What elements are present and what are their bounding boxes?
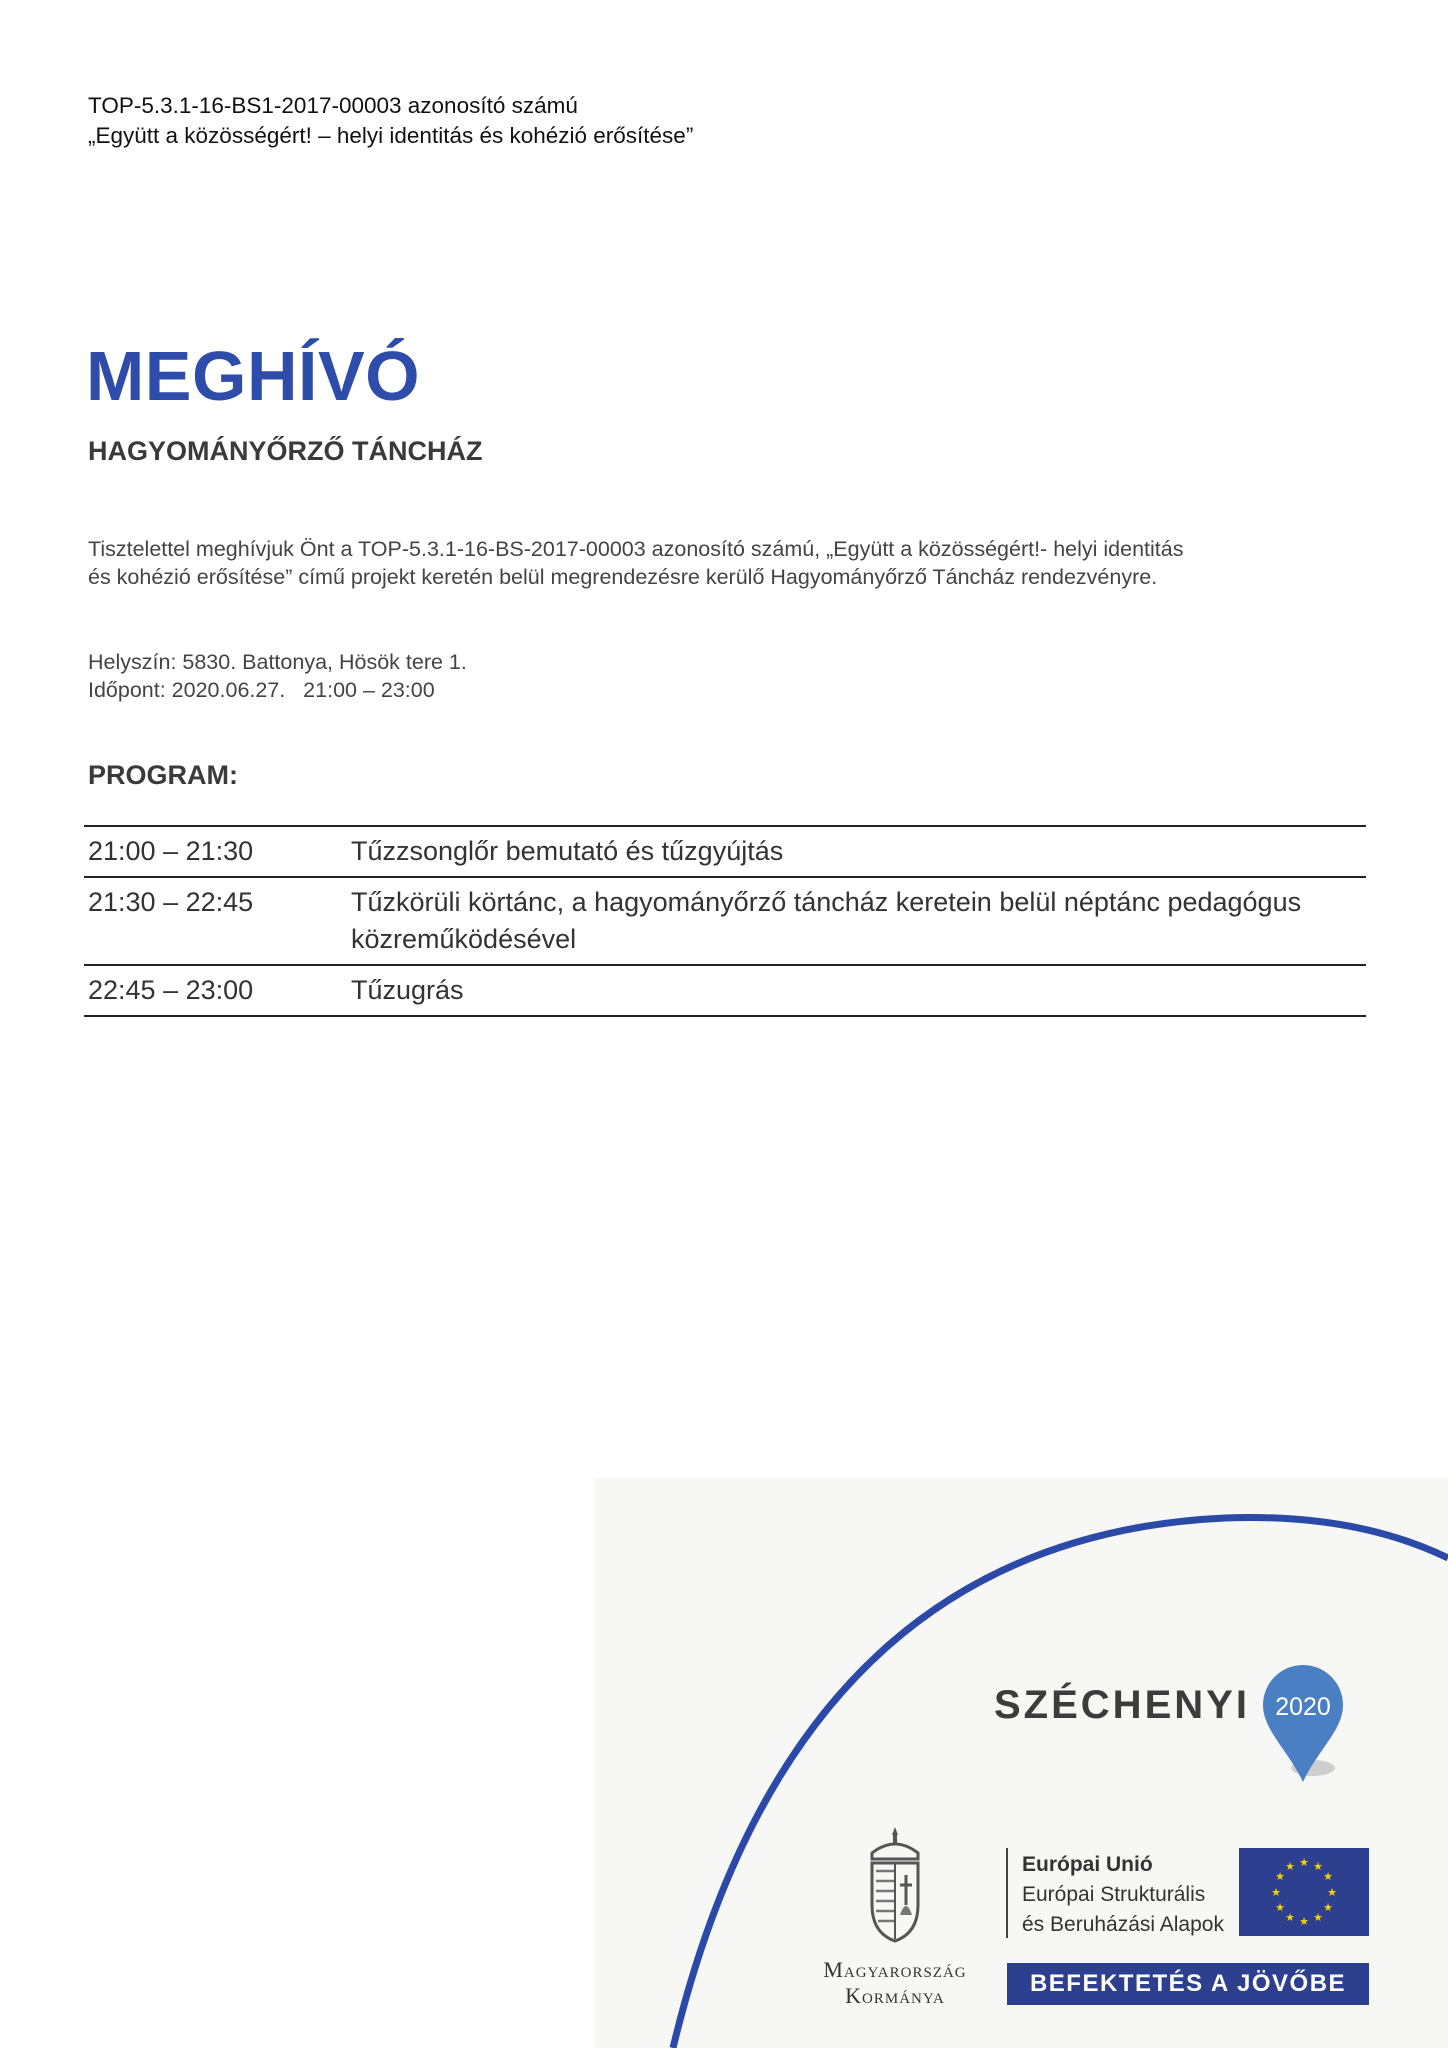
svg-text:★: ★ — [1299, 1915, 1309, 1928]
invitation-title: MEGHÍVÓ — [86, 337, 421, 415]
svg-text:★: ★ — [1275, 1901, 1285, 1914]
program-activity: Tűzkörüli körtánc, a hagyományőrző táncház keretein belül néptánc pedagógus közreműködésével — [347, 877, 1366, 965]
venue-location: Helyszín: 5830. Battonya, Hösök tere 1. — [88, 650, 467, 674]
svg-text:★: ★ — [1323, 1901, 1333, 1914]
eu-funds-line-2: és Beruházási Alapok — [1022, 1913, 1224, 1936]
table-row — [84, 826, 1366, 877]
program-table — [84, 825, 1366, 1017]
eu-funding-text — [1022, 1850, 1224, 1940]
svg-text:★: ★ — [1285, 1860, 1295, 1873]
intro-paragraph — [88, 535, 1378, 591]
svg-text:★: ★ — [1275, 1870, 1285, 1883]
event-subtitle: HAGYOMÁNYŐRZŐ TÁNCHÁZ — [88, 436, 483, 466]
eu-flag-icon — [1239, 1848, 1369, 1936]
project-title-line: „Együtt a közösségért! – helyi identitás és kohézió erősítése” — [88, 123, 694, 148]
government-line-1: Magyarország — [823, 1957, 967, 1982]
program-activity: Tűzzsonglőr bemutató és tűzgyújtás — [347, 826, 1366, 877]
program-heading: PROGRAM: — [88, 760, 238, 790]
project-header — [88, 91, 693, 151]
intro-line-2: és kohézió erősítése” című projekt keretén belül megrendezésre kerülő Hagyományőrző Táncház rendezvényre. — [88, 565, 1158, 589]
svg-text:★: ★ — [1313, 1860, 1323, 1873]
program-activity: Tűzugrás — [347, 965, 1366, 1016]
hungarian-coat-of-arms-icon — [860, 1825, 930, 1945]
eu-funds-line-1: Európai Strukturális — [1022, 1883, 1206, 1906]
invest-in-future-banner: BEFEKTETÉS A JÖVŐBE — [1007, 1963, 1369, 2005]
venue-details — [88, 648, 467, 704]
svg-text:★: ★ — [1313, 1911, 1323, 1924]
eu-divider — [1006, 1848, 1008, 1938]
table-row — [84, 877, 1366, 965]
intro-line-1: Tisztelettel meghívjuk Önt a TOP-5.3.1-16-BS-2017-00003 azonosító számú, „Együtt a közösségért!- helyi identitás — [88, 537, 1184, 561]
svg-text:★: ★ — [1285, 1911, 1295, 1924]
szechenyi-year: 2020 — [1275, 1693, 1331, 1721]
szechenyi-pin-icon — [1258, 1660, 1348, 1790]
project-id-line: TOP-5.3.1-16-BS1-2017-00003 azonosító számú — [88, 93, 578, 118]
svg-text:★: ★ — [1271, 1886, 1281, 1899]
government-name — [800, 1957, 990, 2009]
svg-text:★: ★ — [1323, 1870, 1333, 1883]
program-time: 21:00 – 21:30 — [84, 826, 347, 877]
program-time: 21:30 – 22:45 — [84, 877, 347, 965]
table-row — [84, 965, 1366, 1016]
svg-text:★: ★ — [1299, 1856, 1309, 1869]
szechenyi-logo-text: SZÉCHENYI — [994, 1683, 1250, 1727]
venue-time: Időpont: 2020.06.27. 21:00 – 23:00 — [88, 678, 435, 702]
government-line-2: Kormánya — [845, 1983, 945, 2008]
program-time: 22:45 – 23:00 — [84, 965, 347, 1016]
svg-text:★: ★ — [1327, 1886, 1337, 1899]
eu-union-label: Európai Unió — [1022, 1853, 1153, 1876]
